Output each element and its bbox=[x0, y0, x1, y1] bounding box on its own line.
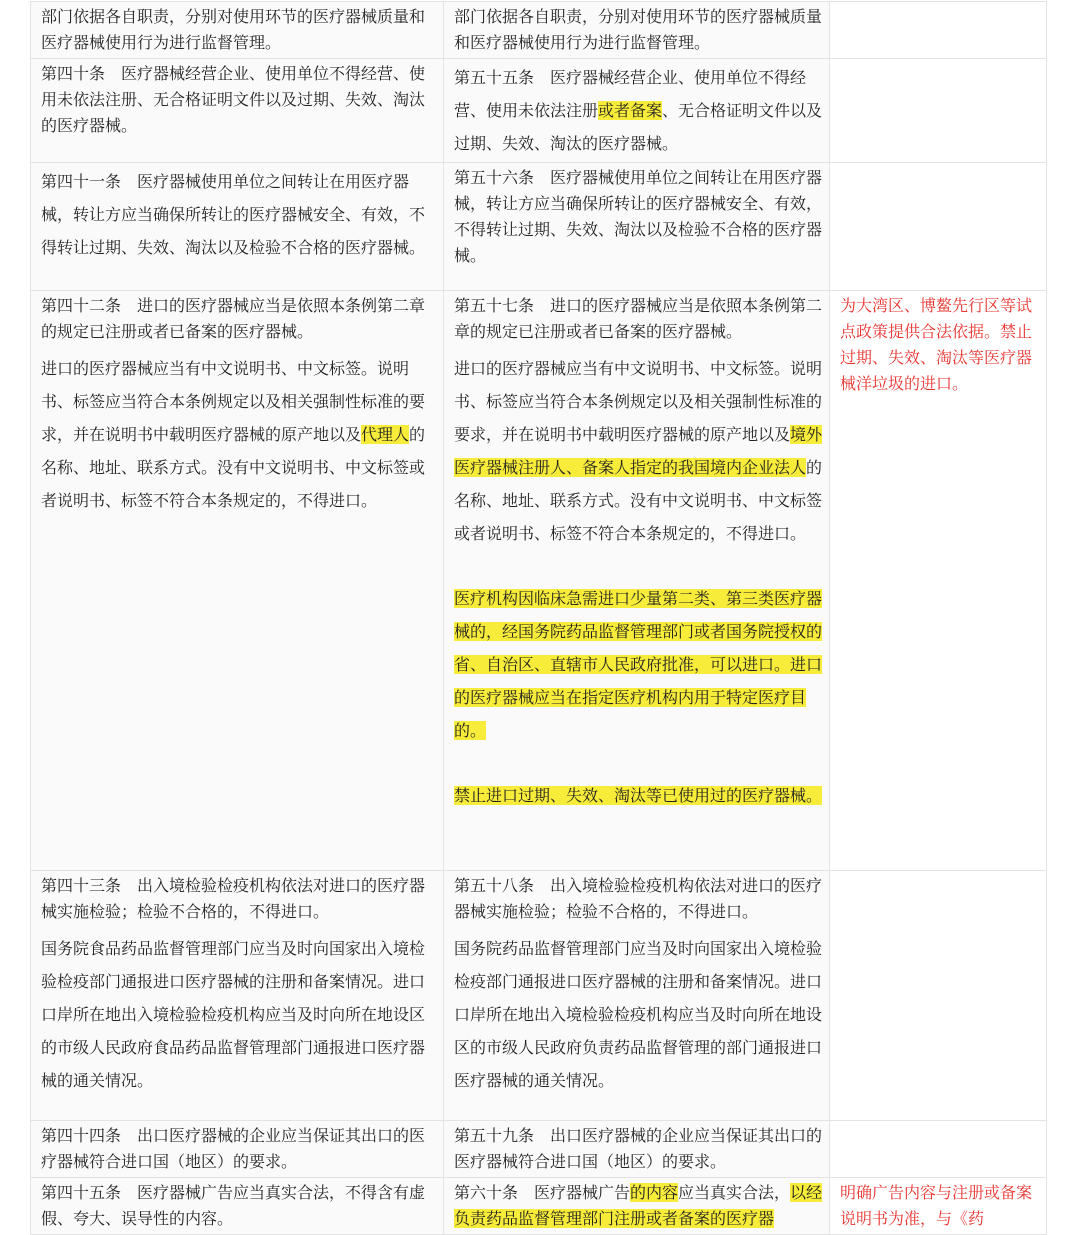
note-cell bbox=[830, 291, 1047, 871]
old-article-text: 部门依据各自职责，分别对使用环节的医疗器械质量和医疗器械使用行为进行监督管理。 bbox=[41, 7, 426, 52]
highlighted-change: 或者备案 bbox=[598, 101, 663, 120]
new-article-text bbox=[454, 352, 823, 550]
highlighted-change: 以经负责药品监督管理部门注册或者备案的医疗器 bbox=[454, 1183, 823, 1228]
note-cell bbox=[830, 59, 1047, 163]
table-row bbox=[31, 163, 1047, 291]
new-article-cell bbox=[444, 1178, 830, 1235]
table-row bbox=[31, 59, 1047, 163]
old-article-text bbox=[41, 352, 437, 517]
table-row bbox=[31, 871, 1047, 1121]
highlighted-change: 的内容 bbox=[630, 1183, 679, 1202]
table-row bbox=[31, 1121, 1047, 1178]
new-article-cell bbox=[444, 1121, 830, 1178]
new-article-text: 第五十九条 出口医疗器械的企业应当保证其出口的医疗器械符合进口国（地区）的要求。 bbox=[454, 1126, 823, 1171]
new-article-text: 国务院药品监督管理部门应当及时向国家出入境检验检疫部门通报进口医疗器械的注册和备案情况。进口口岸所在地出入境检验检疫机构应当及时向所在地设区的市级人民政府负责药品监督管理的部门通报进口医疗器械的通关情况。 bbox=[454, 939, 823, 1090]
new-article-cell bbox=[444, 871, 830, 1121]
old-article-cell bbox=[31, 871, 444, 1121]
text-segment: 、无合格证明文件以及过期、失效、淘汰的医疗器械。 bbox=[454, 101, 823, 153]
new-article-text: 第五十六条 医疗器械使用单位之间转让在用医疗器械，转让方应当确保所转让的医疗器械安全、有效，不得转让过期、失效、淘汰以及检验不合格的医疗器械。 bbox=[454, 168, 823, 265]
new-article-text: 部门依据各自职责，分别对使用环节的医疗器械质量和医疗器械使用行为进行监督管理。 bbox=[454, 7, 823, 52]
text-segment: 第六十条 医疗器械广告 bbox=[454, 1183, 631, 1202]
new-article-cell bbox=[444, 2, 830, 59]
old-article-cell bbox=[31, 1121, 444, 1178]
new-article-text bbox=[454, 779, 823, 812]
highlighted-change: 禁止进口过期、失效、淘汰等已使用过的医疗器械。 bbox=[454, 786, 823, 805]
note-cell bbox=[830, 871, 1047, 1121]
note-text: 明确广告内容与注册或备案说明书为准，与《药 bbox=[840, 1183, 1033, 1228]
note-cell bbox=[830, 163, 1047, 291]
highlighted-change: 医疗机构因临床急需进口少量第二类、第三类医疗器械的，经国务院药品监督管理部门或者国务院授权的省、自治区、直辖市人民政府批准，可以进口。进口的医疗器械应当在指定医疗机构内用于特定医疗目的。 bbox=[454, 589, 823, 740]
new-article-text: 第五十八条 出入境检验检疫机构依法对进口的医疗器械实施检验；检验不合格的，不得进口。 bbox=[454, 876, 823, 921]
text-segment: 应当真实合法， bbox=[678, 1183, 791, 1202]
new-article-text bbox=[454, 61, 823, 160]
text-segment: 的名称、地址、联系方式。没有中文说明书、中文标签或者说明书、标签不符合本条规定的，不得进口。 bbox=[41, 425, 426, 510]
old-article-cell bbox=[31, 2, 444, 59]
new-article-text bbox=[454, 582, 823, 747]
table-row bbox=[31, 291, 1047, 871]
old-article-text: 国务院食品药品监督管理部门应当及时向国家出入境检验检疫部门通报进口医疗器械的注册和备案情况。进口口岸所在地出入境检验检疫机构应当及时向所在地设区的市级人民政府食品药品监督管理部门通报进口医疗器械的通关情况。 bbox=[41, 939, 426, 1090]
old-article-text: 第四十三条 出入境检验检疫机构依法对进口的医疗器械实施检验；检验不合格的，不得进口。 bbox=[41, 876, 426, 921]
text-segment: 进口的医疗器械应当有中文说明书、中文标签。说明书、标签应当符合本条例规定以及相关强制性标准的要求，并在说明书中载明医疗器械的原产地以及 bbox=[41, 359, 426, 444]
text-segment: 第五十五条 医疗器械经营企业、使用单位不得经营、使用未依法注册 bbox=[454, 68, 807, 120]
new-article-cell bbox=[444, 291, 830, 871]
old-article-cell bbox=[31, 1178, 444, 1235]
old-article-cell bbox=[31, 59, 444, 163]
table-row bbox=[31, 2, 1047, 59]
note-cell bbox=[830, 1178, 1047, 1235]
old-article-text: 第四十条 医疗器械经营企业、使用单位不得经营、使用未依法注册、无合格证明文件以及过期、失效、淘汰的医疗器械。 bbox=[41, 64, 426, 135]
table-row bbox=[31, 1178, 1047, 1235]
highlighted-change: 代理人 bbox=[361, 425, 410, 444]
text-segment: 的名称、地址、联系方式。没有中文说明书、中文标签或者说明书、标签不符合本条规定的，不得进口。 bbox=[454, 458, 823, 543]
new-article-cell bbox=[444, 163, 830, 291]
text-segment: 进口的医疗器械应当有中文说明书、中文标签。说明书、标签应当符合本条例规定以及相关强制性标准的要求，并在说明书中载明医疗器械的原产地以及 bbox=[454, 359, 823, 444]
highlighted-change: 境外医疗器械注册人、备案人指定的我国境内企业法人 bbox=[454, 425, 823, 477]
old-article-text: 第四十二条 进口的医疗器械应当是依照本条例第二章的规定已注册或者已备案的医疗器械。 bbox=[41, 296, 426, 341]
note-cell bbox=[830, 1121, 1047, 1178]
old-article-text: 第四十五条 医疗器械广告应当真实合法，不得含有虚假、夸大、误导性的内容。 bbox=[41, 1183, 426, 1228]
old-article-text: 第四十一条 医疗器械使用单位之间转让在用医疗器械，转让方应当确保所转让的医疗器械安全、有效，不得转让过期、失效、淘汰以及检验不合格的医疗器械。 bbox=[41, 172, 426, 257]
comparison-table bbox=[30, 1, 1047, 1235]
new-article-cell bbox=[444, 59, 830, 163]
note-text: 为大湾区、博鳌先行区等试点政策提供合法依据。禁止过期、失效、淘汰等医疗器械洋垃圾的进口。 bbox=[840, 296, 1033, 393]
note-cell bbox=[830, 2, 1047, 59]
new-article-text bbox=[454, 1180, 823, 1232]
old-article-cell bbox=[31, 163, 444, 291]
old-article-cell bbox=[31, 291, 444, 871]
old-article-text: 第四十四条 出口医疗器械的企业应当保证其出口的医疗器械符合进口国（地区）的要求。 bbox=[41, 1126, 426, 1171]
new-article-text: 第五十七条 进口的医疗器械应当是依照本条例第二章的规定已注册或者已备案的医疗器械。 bbox=[454, 296, 823, 341]
